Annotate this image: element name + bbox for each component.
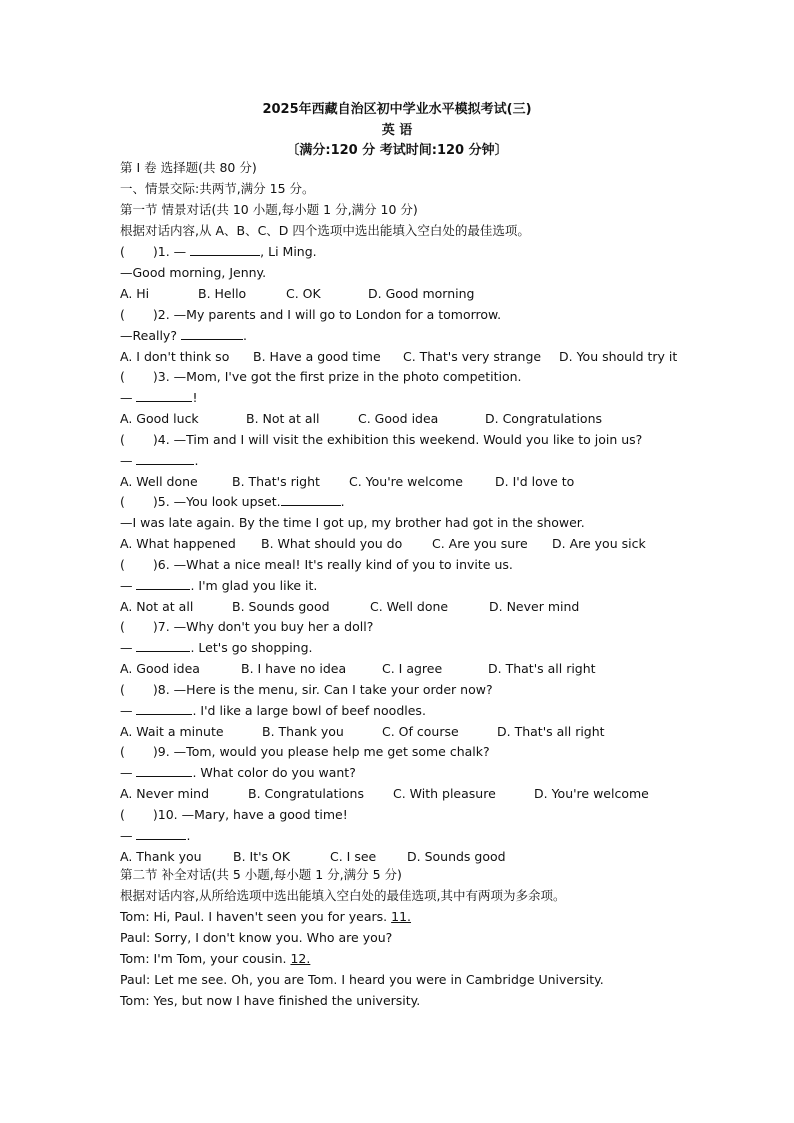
question-number: )5. bbox=[152, 494, 170, 509]
answer-option[interactable]: B. Sounds good bbox=[232, 598, 330, 614]
prompt-text: —Mary, have a good time! bbox=[177, 806, 348, 822]
reply-text: — bbox=[120, 640, 133, 655]
answer-option[interactable]: A. I don't think so bbox=[120, 348, 230, 364]
question-reply bbox=[120, 390, 198, 406]
answer-option[interactable]: A. Not at all bbox=[120, 598, 194, 614]
paren-open: ( bbox=[120, 744, 125, 759]
question-number: )7. bbox=[152, 619, 170, 634]
answer-option[interactable]: D. You're welcome bbox=[534, 786, 649, 801]
answer-option[interactable]: C. OK bbox=[286, 286, 321, 301]
reply-text: — bbox=[120, 702, 133, 718]
prompt-text: —My parents and I will go to London for a tomorrow. bbox=[169, 306, 502, 322]
question-prompt bbox=[120, 244, 317, 260]
prompt-text: —You look upset. bbox=[169, 494, 281, 509]
answer-option[interactable]: A. Wait a minute bbox=[120, 723, 224, 739]
paren-open: ( bbox=[120, 806, 125, 822]
dialogue-text: Paul: Sorry, I don't know you. Who are you? bbox=[120, 930, 393, 945]
reply-text: — bbox=[120, 390, 133, 405]
answer-option[interactable]: B. Have a good time bbox=[253, 348, 381, 364]
question-number: )6. bbox=[152, 556, 170, 572]
answer-option[interactable]: B. Thank you bbox=[262, 723, 344, 739]
section1-instruction: 根据对话内容,从 A、B、C、D 四个选项中选出能填入空白处的最佳选项。 bbox=[120, 223, 530, 238]
question-prompt bbox=[120, 619, 373, 635]
answer-option[interactable]: C. I agree bbox=[382, 661, 443, 676]
answer-option[interactable]: A. Thank you bbox=[120, 848, 202, 864]
answer-blank[interactable] bbox=[136, 453, 194, 465]
reply-after: . What color do you want? bbox=[192, 765, 356, 780]
prompt-after: , Li Ming. bbox=[260, 244, 317, 259]
answer-option[interactable]: A. Good luck bbox=[120, 411, 199, 426]
answer-blank[interactable] bbox=[136, 390, 192, 402]
question-reply bbox=[120, 515, 585, 531]
answer-option[interactable]: D. Are you sick bbox=[552, 536, 646, 551]
dialogue-line bbox=[120, 930, 392, 946]
question-number: )4. bbox=[152, 431, 170, 447]
paren-open: ( bbox=[120, 244, 125, 259]
question-prompt bbox=[120, 307, 501, 323]
answer-option[interactable]: B. Hello bbox=[198, 286, 247, 301]
part-heading: 第 I 卷 选择题(共 80 分) bbox=[120, 160, 257, 175]
reply-text: — bbox=[120, 765, 133, 780]
dialogue-line bbox=[120, 909, 411, 925]
answer-blank[interactable] bbox=[136, 828, 186, 840]
question-prompt bbox=[120, 807, 348, 823]
question-reply bbox=[120, 328, 247, 344]
exam-title: 2025年西藏自治区初中学业水平模拟考试(三) bbox=[262, 102, 532, 117]
answer-option[interactable]: C. Well done bbox=[370, 598, 449, 614]
question-reply bbox=[120, 765, 356, 781]
answer-option[interactable]: B. It's OK bbox=[233, 848, 291, 864]
reply-after: . Let's go shopping. bbox=[190, 640, 313, 655]
dialogue-line bbox=[120, 972, 604, 988]
question-number: )8. bbox=[152, 681, 170, 697]
dialogue-text: Tom: Hi, Paul. I haven't seen you for years. bbox=[120, 909, 392, 924]
paren-open: ( bbox=[120, 681, 125, 697]
paren-open: ( bbox=[120, 556, 125, 572]
reply-text: —Really? bbox=[120, 327, 177, 343]
answer-option[interactable]: D. I'd love to bbox=[495, 473, 575, 489]
dialogue-text: Paul: Let me see. Oh, you are Tom. I heard you were in Cambridge University. bbox=[120, 972, 604, 987]
exam-meta: 〔满分:120 分 考试时间:120 分钟〕 bbox=[286, 143, 508, 158]
answer-option[interactable]: B. That's right bbox=[232, 473, 320, 489]
answer-option[interactable]: B. What should you do bbox=[261, 536, 403, 551]
answer-option[interactable]: D. Sounds good bbox=[407, 848, 506, 864]
question-reply bbox=[120, 640, 313, 656]
reply-after: . I'd like a large bowl of beef noodles. bbox=[192, 702, 426, 718]
question-number: )2. bbox=[152, 306, 170, 322]
answer-blank[interactable] bbox=[136, 640, 190, 652]
section2-instruction: 根据对话内容,从所给选项中选出能填入空白处的最佳选项,其中有两项为多余项。 bbox=[120, 888, 566, 903]
prompt-text: —What a nice meal! It's really kind of you to invite us. bbox=[169, 556, 513, 572]
reply-text: — bbox=[120, 577, 133, 593]
reply-text: — bbox=[120, 827, 133, 843]
section-one-heading: 一、情景交际:共两节,满分 15 分。 bbox=[120, 181, 315, 196]
question-reply bbox=[120, 578, 317, 594]
question-number: )1. bbox=[152, 244, 170, 259]
paren-open: ( bbox=[120, 306, 125, 322]
question-prompt bbox=[120, 682, 493, 698]
answer-blank[interactable] bbox=[136, 578, 190, 590]
answer-option[interactable]: C. I see bbox=[330, 848, 377, 864]
answer-option[interactable]: C. Of course bbox=[382, 723, 459, 739]
answer-option[interactable]: B. Not at all bbox=[246, 411, 320, 426]
paren-open: ( bbox=[120, 619, 125, 634]
reply-after: . bbox=[194, 452, 199, 468]
paren-open: ( bbox=[120, 494, 125, 509]
question-reply bbox=[120, 703, 426, 719]
question-prompt bbox=[120, 557, 513, 573]
reply-text: —I was late again. By the time I got up, my brother had got in the shower. bbox=[120, 515, 585, 530]
answer-option[interactable]: A. Good idea bbox=[120, 661, 200, 676]
question-prompt bbox=[120, 369, 522, 385]
answer-option[interactable]: D. That's all right bbox=[488, 661, 596, 676]
dialogue-line bbox=[120, 993, 420, 1009]
dialogue-blank[interactable]: 11. bbox=[391, 909, 412, 924]
question-reply bbox=[120, 265, 266, 281]
answer-option[interactable]: B. Congratulations bbox=[248, 786, 364, 801]
answer-option[interactable]: C. Good idea bbox=[358, 411, 439, 426]
prompt-text: —Tom, would you please help me get some chalk? bbox=[169, 744, 490, 759]
prompt-text: —Here is the menu, sir. Can I take your order now? bbox=[169, 681, 493, 697]
reply-after: . I'm glad you like it. bbox=[190, 577, 318, 593]
dialogue-line bbox=[120, 951, 310, 967]
answer-blank[interactable] bbox=[136, 703, 192, 715]
question-reply bbox=[120, 453, 198, 469]
answer-option[interactable]: C. With pleasure bbox=[393, 786, 496, 801]
paren-open: ( bbox=[120, 431, 125, 447]
question-number: )9. bbox=[152, 744, 170, 759]
prompt-text: —Mom, I've got the first prize in the photo competition. bbox=[169, 369, 522, 384]
reply-text: — bbox=[120, 452, 133, 468]
answer-blank[interactable] bbox=[281, 494, 341, 506]
answer-option[interactable]: D. Never mind bbox=[489, 598, 580, 614]
paren-open: ( bbox=[120, 369, 125, 384]
question-number: )10. bbox=[152, 806, 178, 822]
answer-blank[interactable] bbox=[136, 765, 192, 777]
subject-title: 英 语 bbox=[381, 123, 413, 138]
prompt-text: — bbox=[169, 244, 187, 259]
answer-option[interactable]: D. Good morning bbox=[368, 286, 475, 301]
dialogue-text: Tom: I'm Tom, your cousin. bbox=[120, 951, 291, 966]
question-prompt bbox=[120, 744, 490, 760]
reply-after: . bbox=[242, 327, 247, 343]
section2-heading: 第二节 补全对话(共 5 小题,每小题 1 分,满分 5 分) bbox=[120, 867, 402, 882]
answer-blank[interactable] bbox=[181, 328, 243, 340]
reply-after: ! bbox=[192, 390, 198, 405]
section1-heading: 第一节 情景对话(共 10 小题,每小题 1 分,满分 10 分) bbox=[120, 202, 418, 217]
reply-text: —Good morning, Jenny. bbox=[120, 265, 267, 280]
answer-option[interactable]: C. Are you sure bbox=[432, 536, 528, 551]
answer-blank[interactable] bbox=[190, 244, 260, 256]
answer-option[interactable]: A. Never mind bbox=[120, 786, 210, 801]
answer-option[interactable]: D. Congratulations bbox=[485, 411, 603, 426]
dialogue-blank[interactable]: 12. bbox=[290, 951, 311, 966]
prompt-after: . bbox=[340, 494, 345, 509]
answer-option[interactable]: A. Well done bbox=[120, 473, 198, 489]
answer-option[interactable]: B. I have no idea bbox=[241, 661, 347, 676]
prompt-text: —Why don't you buy her a doll? bbox=[169, 619, 374, 634]
dialogue-text: Tom: Yes, but now I have finished the university. bbox=[120, 993, 421, 1008]
prompt-text: —Tim and I will visit the exhibition this weekend. Would you like to join us? bbox=[169, 431, 643, 447]
question-prompt bbox=[120, 432, 642, 448]
question-number: )3. bbox=[152, 369, 170, 384]
answer-option[interactable]: D. You should try it bbox=[559, 348, 678, 364]
answer-option[interactable]: C. That's very strange bbox=[403, 348, 542, 364]
answer-option[interactable]: A. What happened bbox=[120, 536, 236, 551]
reply-after: . bbox=[186, 827, 191, 843]
question-prompt bbox=[120, 494, 345, 510]
answer-option[interactable]: A. Hi bbox=[120, 286, 150, 301]
answer-option[interactable]: D. That's all right bbox=[497, 723, 605, 739]
answer-option[interactable]: C. You're welcome bbox=[349, 473, 463, 489]
question-reply bbox=[120, 828, 190, 844]
